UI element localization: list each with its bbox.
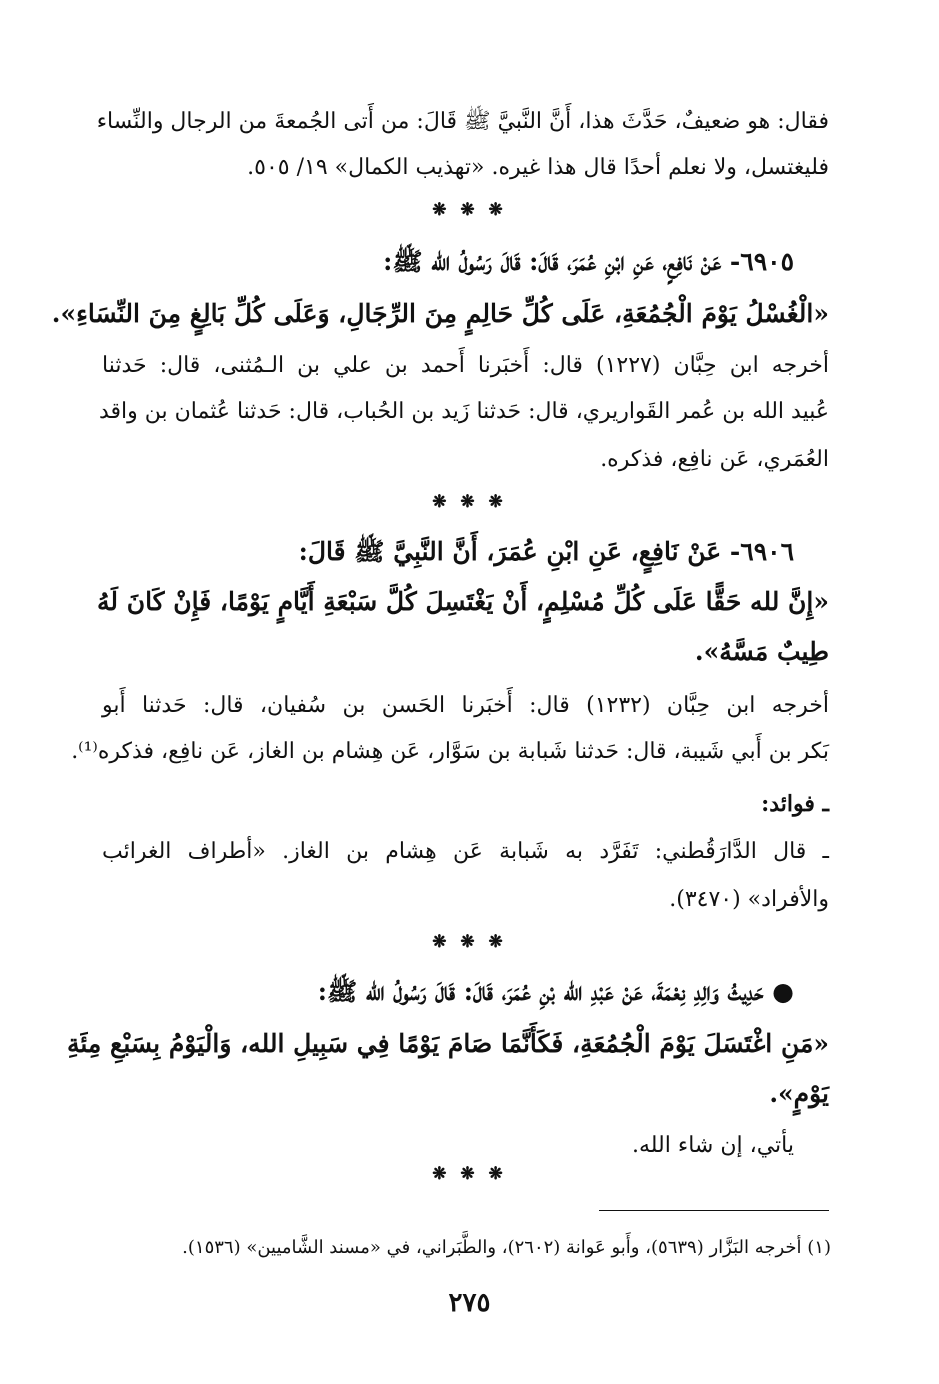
footnote-rule [599,1210,829,1211]
takhrij-line: العُمَري، عَن نافِع، فذكره. [600,447,829,472]
section-separator: ❋ ❋ ❋ [432,932,507,952]
benefits-heading: ـ فوائد: [761,791,829,817]
section-separator: ❋ ❋ ❋ [432,200,507,220]
takhrij-line: أخرجه ابن حِبَّان (١٢٣٢) قال: أَخبَرنا الحَسن بن سُفيان، قال: حَدثنا أَبو [102,693,829,718]
section-separator: ❋ ❋ ❋ [432,1164,507,1184]
text-line: فقال: هو ضعيفٌ، حَدَّثَ هذا، أَنَّ النَّبيَّ ﷺ قَالَ: من أَتى الجُمعةَ من الرجال والنِّساء [96,109,829,134]
benefit-line: والأفراد» (٣٤٧٠). [669,887,829,912]
takhrij-line: بَكر بن أَبي شَيبة، قال: حَدثنا شَبابة بن سَوَّار، عَن هِشام بن الغاز، عَن نافِع، فذكره⁽¹⁾. [71,739,829,764]
hadith-text: «مَنِ اغْتَسَلَ يَوْمَ الْجُمُعَةِ، فَكَأَنَّمَا صَامَ يَوْمًا فِي سَبِيلِ الله، وَالْيَوْمُ بِسَبْعِ مِئَةِ [66,1029,829,1058]
hadith-text: طِيبٌ مَسَّهُ». [694,637,829,666]
page-number: ٢٧٥ [448,1288,491,1318]
hadith-heading: ٦٩٠٦- عَنْ نَافِعٍ، عَنِ ابْنِ عُمَرَ، أَنَّ النَّبِيَّ ﷺ قَالَ: [298,537,794,566]
text-line: فليغتسل، ولا نعلم أحدًا قال هذا غيره. «تهذيب الكمال» ١٩/ ٥٠٥. [247,155,829,180]
takhrij-line: أخرجه ابن حِبَّان (١٢٢٧) قال: أَخبَرنا أَحمد بن علي بن الـمُثنى، قال: حَدثنا [102,353,829,378]
takhrij-line: عُبيد الله بن عُمر القَواريري، قال: حَدثنا زَيد بن الحُباب، قال: حَدثنا عُثمان بن واقد [98,399,829,424]
cross-reference: يأتي، إن شاء الله. [631,1133,794,1158]
hadith-heading: ٦٩٠٥- عَنْ نَافِعٍ، عَنِ ابْنِ عُمَرَ، قَالَ: قَالَ رَسُولُ الله ﷺ: [383,247,794,276]
hadith-heading: ● حَدِيثُ وَالِدِ نِعْمَةَ، عَنْ عَبْدِ الله بْنِ عُمَرَ، قَالَ: قَالَ رَسُولُ الله ﷺ: [317,977,794,1006]
hadith-text: «إِنَّ لله حَقًّا عَلَى كُلِّ مُسْلِمٍ، أَنْ يَغْتَسِلَ كُلَّ سَبْعَةِ أَيَّامٍ يَوْمًا، فَإِنْ كَانَ لَهُ [96,587,829,616]
hadith-text: «الْغُسْلُ يَوْمَ الْجُمُعَةِ، عَلَى كُلِّ حَالِمٍ مِنَ الرِّجَالِ، وَعَلَى كُلِّ بَالِغٍ مِنَ النِّسَاءِ». [51,299,829,328]
section-separator: ❋ ❋ ❋ [432,492,507,512]
hadith-text: يَوْمٍ». [769,1079,829,1108]
footnote: (١) أخرجه البَزَّار (٥٦٣٩)، وأَبو عَوانة (٢٦٠٢)، والطَّبَراني، في «مسند الشَّاميين» (١٥٣٦). [182,1237,831,1258]
benefit-line: ـ قال الدَّارَقُطني: تَفَرَّد به شَبابة عَن هِشام بن الغاز. «أطراف الغرائب [102,839,829,864]
